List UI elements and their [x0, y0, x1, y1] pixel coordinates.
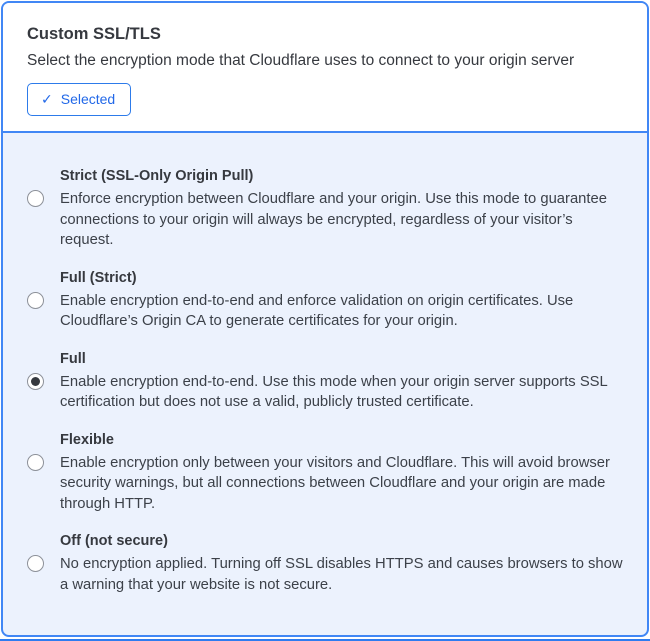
option-text: [60, 431, 623, 515]
radio-full[interactable]: [27, 373, 44, 390]
page-subtitle: Select the encryption mode that Cloudflare uses to connect to your origin server: [27, 52, 575, 69]
selected-button[interactable]: [27, 83, 131, 116]
card-header: [3, 3, 647, 133]
radio-strict-ssl-only-origin-pull[interactable]: [27, 190, 44, 207]
option-title: Flexible: [60, 431, 114, 448]
option-text: [60, 532, 623, 595]
radio-off-not-secure[interactable]: [27, 555, 44, 572]
option-description: No encryption applied. Turning off SSL disables HTTPS and causes browsers to show a warning that your website is not secure.: [60, 556, 623, 593]
radio-flexible[interactable]: [27, 454, 44, 471]
option-description: Enable encryption end-to-end and enforce validation on origin certificates. Use Cloudflare’s Origin CA to generate certificates for your origin.: [60, 292, 574, 329]
option-full[interactable]: [27, 350, 623, 413]
option-description: Enforce encryption between Cloudflare and your origin. Use this mode to guarantee connections to your origin will always be encrypted, regardless of your visitor’s request.: [60, 191, 607, 248]
page-title: Custom SSL/TLS: [27, 25, 161, 43]
option-strict-ssl-only-origin-pull[interactable]: [27, 167, 623, 251]
option-description: Enable encryption end-to-end. Use this mode when your origin server supports SSL certification but does not use a valid, publicly trusted certificate.: [60, 373, 608, 410]
check-icon: ✓: [41, 91, 53, 107]
option-text: [60, 350, 623, 413]
option-title: Full (Strict): [60, 269, 137, 286]
option-text: [60, 167, 623, 251]
option-title: Off (not secure): [60, 533, 168, 549]
custom-ssl-card: [1, 1, 649, 637]
option-full-strict[interactable]: [27, 269, 623, 332]
option-description: Enable encryption only between your visitors and Cloudflare. This will avoid browser security warnings, but all connections between Cloudflare and your origin are made through HTTP.: [60, 454, 610, 512]
selected-button-label: Selected: [60, 91, 116, 107]
encryption-mode-options: [3, 133, 647, 595]
radio-full-strict[interactable]: [27, 292, 44, 309]
option-title: Strict (SSL-Only Origin Pull): [60, 168, 254, 184]
option-flexible[interactable]: [27, 431, 623, 515]
option-text: [60, 269, 623, 332]
option-off-not-secure[interactable]: [27, 532, 623, 595]
option-title: Full: [60, 350, 86, 367]
